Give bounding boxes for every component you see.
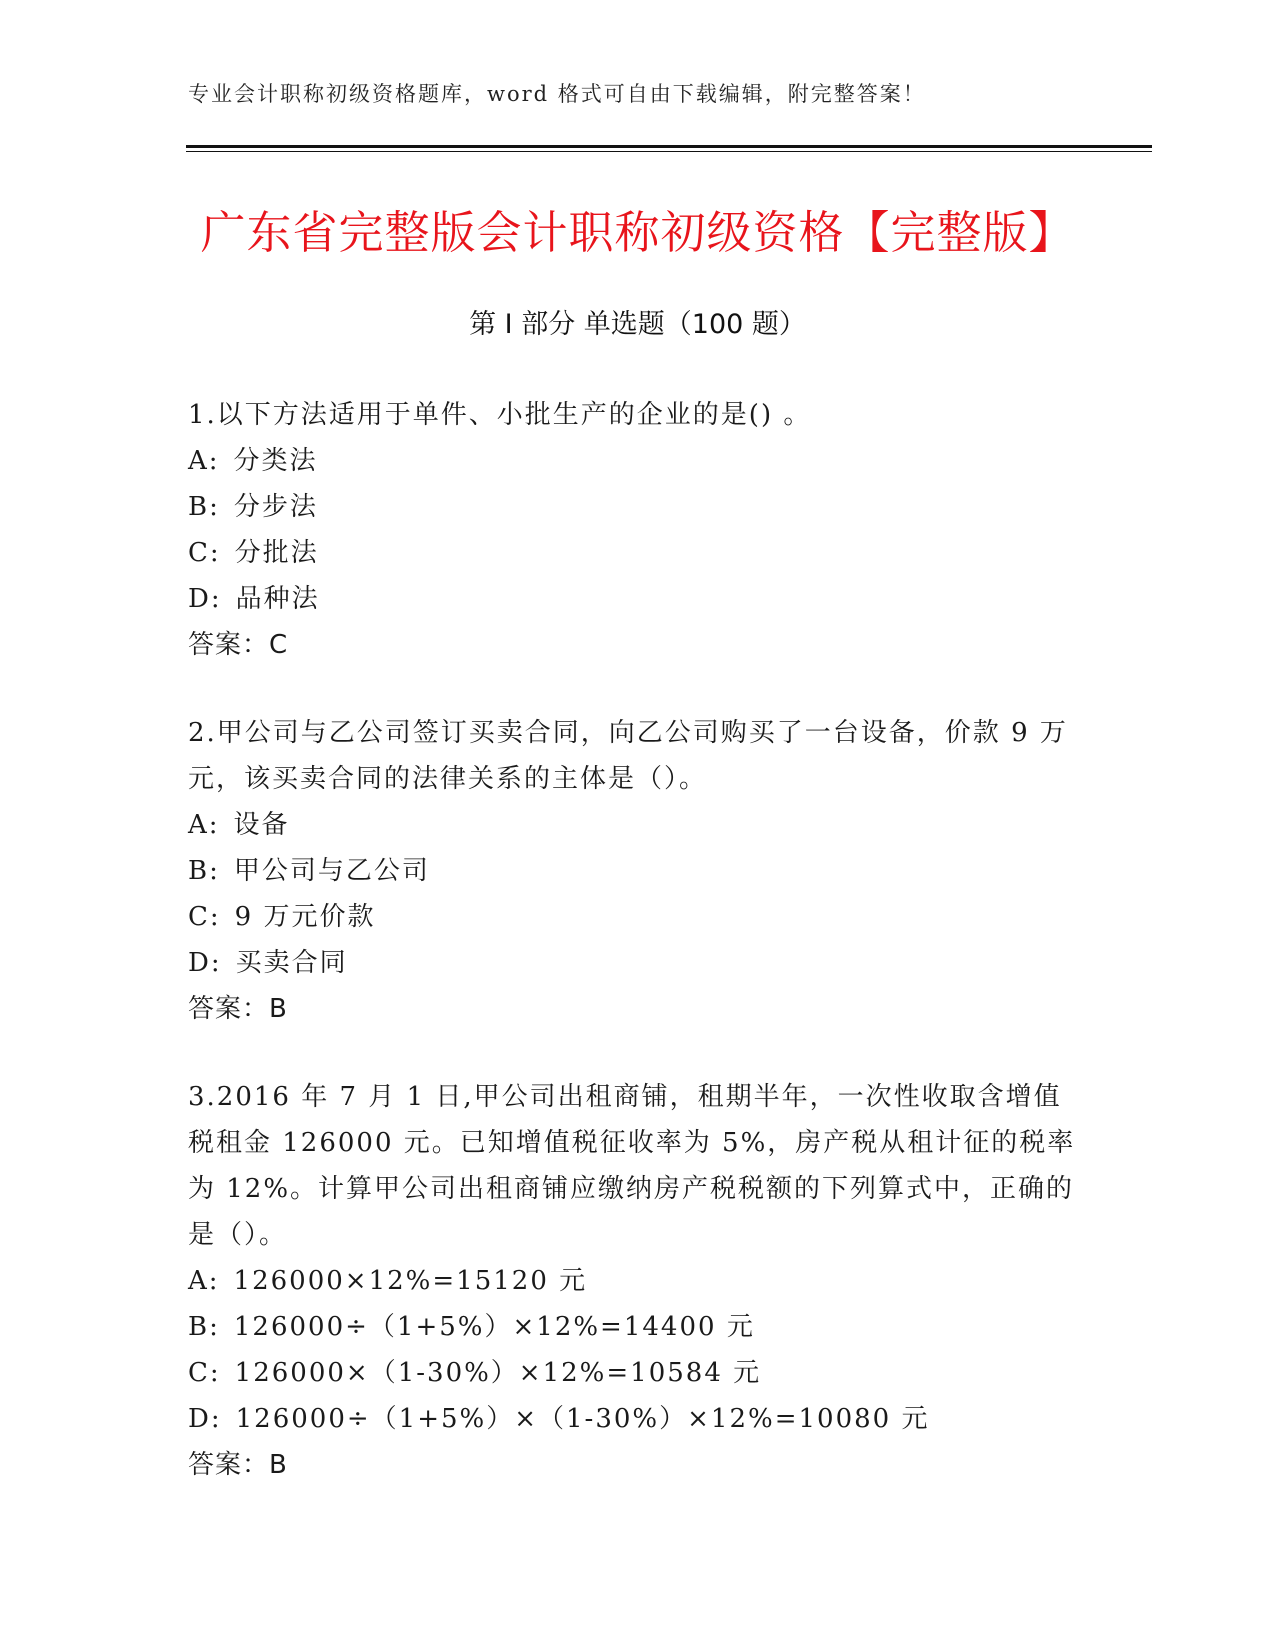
answer-line: 答案：B bbox=[188, 1450, 288, 1480]
question-list bbox=[188, 392, 1088, 1530]
header-rule-thin bbox=[186, 151, 1152, 152]
option-letter: B: bbox=[188, 856, 220, 886]
option-letter: C: bbox=[188, 1358, 221, 1388]
header-note: 专业会计职称初级资格题库，word 格式可自由下载编辑，附完整答案！ bbox=[188, 82, 926, 106]
option-text: 9 万元价款 bbox=[234, 902, 376, 932]
option-d bbox=[188, 940, 1088, 986]
question-stem: 2.甲公司与乙公司签订买卖合同，向乙公司购买了一台设备，价款 9 万元，该买卖合同的法律关系的主体是（）。 bbox=[188, 718, 1068, 794]
question-stem: 3.2016 年 7 月 1 日,甲公司出租商铺，租期半年，一次性收取含增值税租金 126000 元。已知增值税征收率为 5%，房产税从租计征的税率为 12%。计算甲公司出租商铺应缴纳房产税税额的下列算式中，正确的是（）。 bbox=[188, 1082, 1076, 1250]
option-text: 分类法 bbox=[233, 446, 318, 476]
option-a bbox=[188, 802, 1088, 848]
question-3 bbox=[188, 1074, 1088, 1488]
option-text: 设备 bbox=[233, 810, 290, 840]
option-c bbox=[188, 530, 1088, 576]
document-title: 广东省完整版会计职称初级资格【完整版】 bbox=[200, 206, 1075, 259]
option-text: 126000×12%=15120 元 bbox=[233, 1266, 588, 1296]
option-letter: B: bbox=[188, 492, 220, 522]
option-text: 分批法 bbox=[234, 538, 319, 568]
option-c bbox=[188, 894, 1088, 940]
option-letter: A: bbox=[188, 810, 220, 840]
option-text: 甲公司与乙公司 bbox=[233, 856, 430, 886]
section-heading: 第 I 部分 单选题（100 题） bbox=[469, 309, 806, 340]
option-c bbox=[188, 1350, 1088, 1396]
option-text: 126000÷（1+5%）×12%=14400 元 bbox=[233, 1312, 755, 1342]
option-letter: D: bbox=[188, 584, 222, 614]
option-b bbox=[188, 1304, 1088, 1350]
option-b bbox=[188, 848, 1088, 894]
header-rule-thick bbox=[186, 145, 1152, 148]
option-a bbox=[188, 438, 1088, 484]
option-text: 126000÷（1+5%）×（1-30%）×12%=10080 元 bbox=[235, 1404, 930, 1434]
option-letter: C: bbox=[188, 538, 221, 568]
answer-line: 答案：C bbox=[188, 630, 289, 660]
option-letter: D: bbox=[188, 1404, 222, 1434]
answer-line: 答案：B bbox=[188, 994, 288, 1024]
option-b bbox=[188, 484, 1088, 530]
option-letter: D: bbox=[188, 948, 222, 978]
question-1 bbox=[188, 392, 1088, 668]
option-text: 126000×（1-30%）×12%=10584 元 bbox=[234, 1358, 762, 1388]
question-2 bbox=[188, 710, 1088, 1032]
question-stem: 1.以下方法适用于单件、小批生产的企业的是() 。 bbox=[188, 400, 812, 430]
option-text: 分步法 bbox=[233, 492, 318, 522]
option-d bbox=[188, 576, 1088, 622]
option-text: 品种法 bbox=[235, 584, 320, 614]
option-a bbox=[188, 1258, 1088, 1304]
option-d bbox=[188, 1396, 1088, 1442]
option-letter: A: bbox=[188, 446, 220, 476]
option-letter: B: bbox=[188, 1312, 220, 1342]
option-letter: C: bbox=[188, 902, 221, 932]
option-letter: A: bbox=[188, 1266, 220, 1296]
option-text: 买卖合同 bbox=[235, 948, 348, 978]
